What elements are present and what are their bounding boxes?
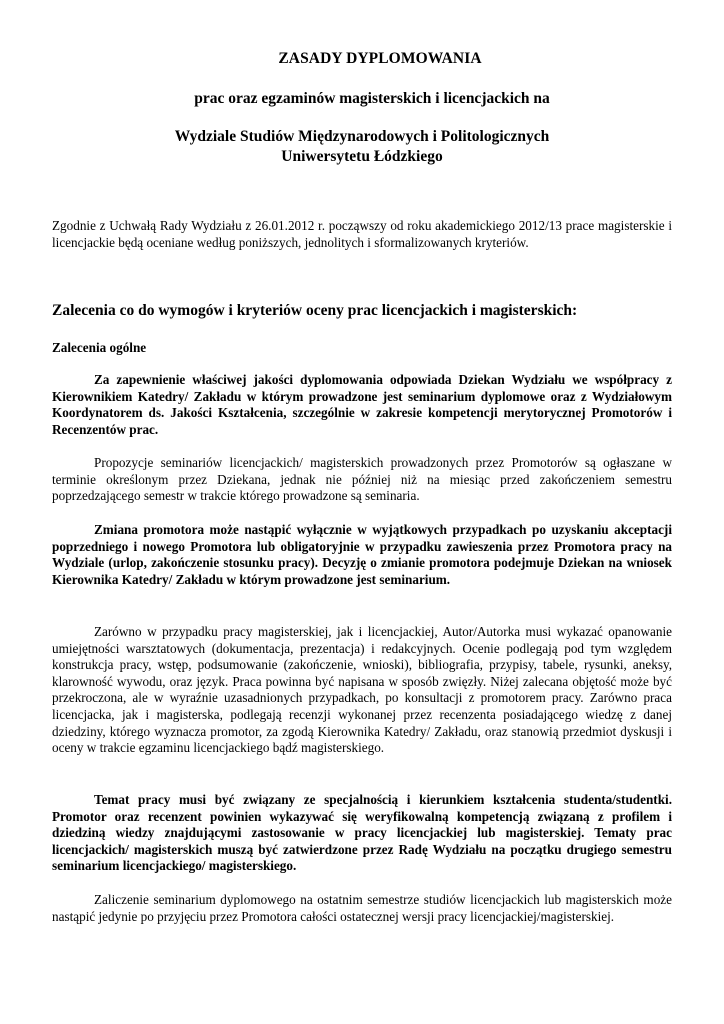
paragraph-quality: Za zapewnienie właściwej jakości dyplomowania odpowiada Dziekan Wydziału we współpracy z Kierownikiem Katedry/ Zakładu w którym prowadzone jest seminarium dyplomowe oraz z Wydziałowym Koordynatorem ds. Jakości Kształcenia, szczególnie w zakresie kompetencji merytorycznej Promotorów i Recenzentów prac. bbox=[52, 372, 672, 437]
paragraph-seminar-proposals: Propozycje seminariów licencjackich/ magisterskich prowadzonych przez Promotorów są ogłaszane w terminie określonym przez Dziekana, jednak nie później niż na miesiąc przed zakończeniem semestru poprzedzającego semestr w trakcie którego prowadzone są seminaria. bbox=[52, 455, 672, 504]
paragraph-topic: Temat pracy musi być związany ze specjalnością i kierunkiem kształcenia studenta/studentki. Promotor oraz recenzent powinien wykazywać się weryfikowalną kompetencją związaną z profilem i dziedziną wiedzy znajdującymi zastosowanie w pracy licencjackiej lub magisterskiej. Tematy prac licencjackich/ magisterskich muszą być zatwierdzone przez Radę Wydziału na początku drugiego semestru seminarium licencjackiego/ magisterskiego. bbox=[52, 792, 672, 874]
faculty-line-1: Wydziale Studiów Międzynarodowych i Politologicznych bbox=[174, 128, 550, 145]
intro-paragraph: Zgodnie z Uchwałą Rady Wydziału z 26.01.2012 r. począwszy od roku akademickiego 2012/13 prace magisterskie i licencjackie będą oceniane według poniższych, jednolitych i sformalizowanych kryteriów. bbox=[52, 218, 672, 250]
document-title: ZASADY DYPLOMOWANIA bbox=[278, 50, 482, 67]
sub-heading: Zalecenia ogólne bbox=[52, 340, 147, 355]
faculty-line-2: Uniwersytetu Łódzkiego bbox=[281, 148, 443, 165]
paragraph-requirements: Zarówno w przypadku pracy magisterskiej, jak i licencjackiej, Autor/Autorka musi wykazać opanowanie umiejętności warsztatowych (dokumentacja, prezentacja) i redakcyjnych. Ocenie podlegają pod tym względem konstrukcja pracy, wstęp, podsumowanie (zakończenie, wnioski), bibliografia, przypisy, tabele, rysunki, aneksy, klarowność wywodu, oraz język. Praca powinna być napisana w sposób zwięzły. Niżej zalecana objętość może być przekroczona, ale w wyraźnie uzasadnionych przypadkach, po konsultacji z promotorem pracy. Zarówno praca licencjacka, jak i magisterska, podlegają recenzji wykonanej przez recenzenta posiadającego wiedzę z danej dziedziny, którego wyznacza promotor, za zgodą Kierownika Katedry/ Zakładu, oraz stanowią przedmiot dyskusji i oceny w trakcie egzaminu licencjackiego bądź magisterskiego. bbox=[52, 624, 672, 756]
document-subtitle: prac oraz egzaminów magisterskich i licencjackich na bbox=[194, 90, 550, 107]
section-heading: Zalecenia co do wymogów i kryteriów oceny prac licencjackich i magisterskich: bbox=[52, 302, 578, 319]
paragraph-supervisor-change: Zmiana promotora może nastąpić wyłącznie w wyjątkowych przypadkach po uzyskaniu akceptacji poprzedniego i nowego Promotora lub obligatoryjnie w przypadku zawieszenia przez Promotora pracy na Wydziale (urlop, zakończenie stosunku pracy). Decyzję o zmianie promotora podejmuje Dziekan na wniosek Kierownika Katedry/ Zakładu w którym prowadzone jest seminarium. bbox=[52, 522, 672, 587]
faculty-heading bbox=[52, 127, 672, 167]
paragraph-seminar-credit: Zaliczenie seminarium dyplomowego na ostatnim semestrze studiów licencjackich lub magisterskich może nastąpić jedynie po przyjęciu przez Promotora całości ostatecznej wersji pracy licencjackiej/magisterskiej. bbox=[52, 892, 672, 924]
